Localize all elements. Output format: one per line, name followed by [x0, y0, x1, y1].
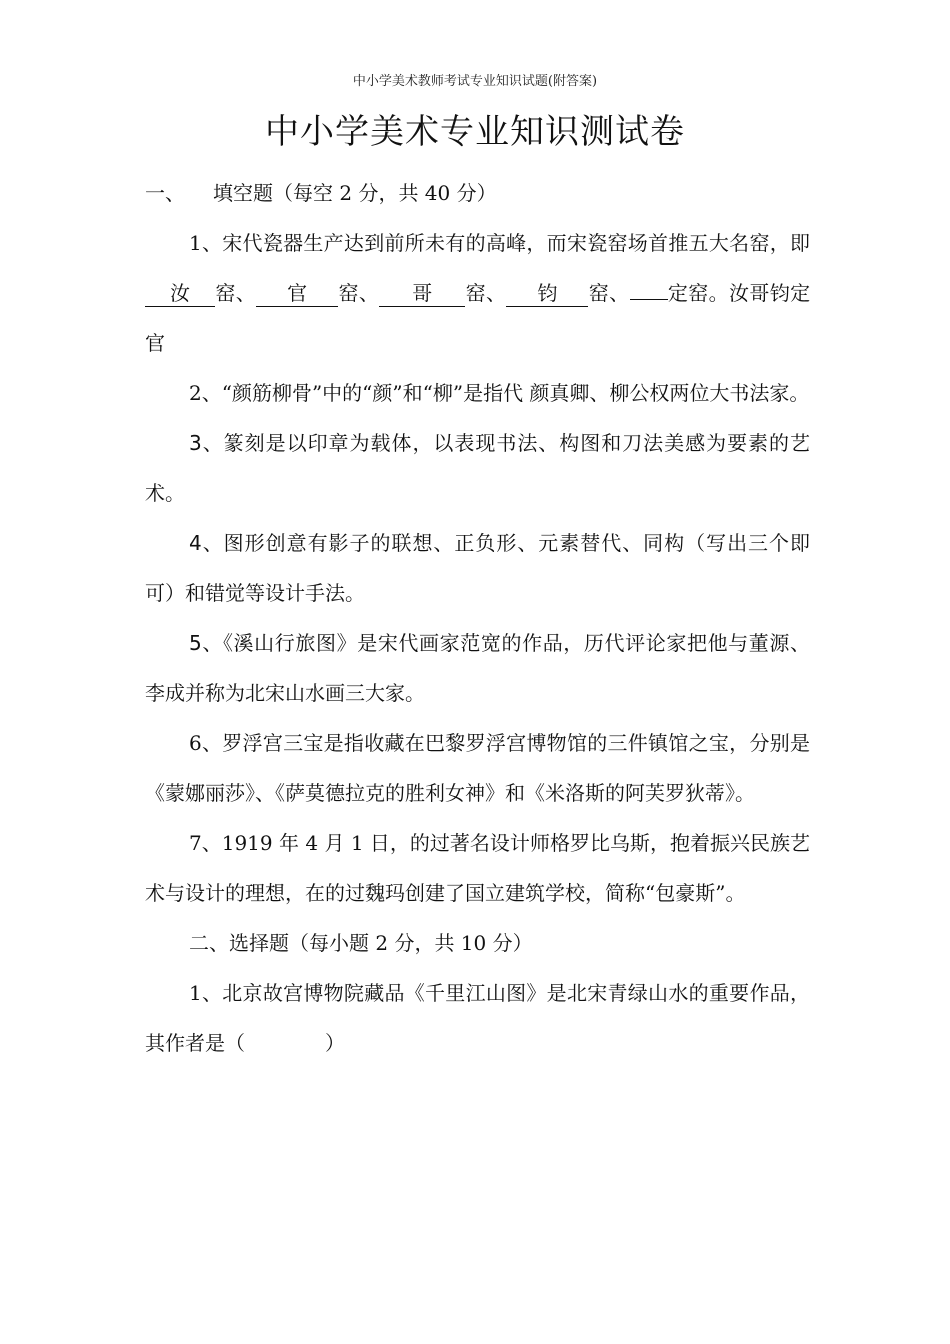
question-3: [145, 418, 810, 518]
question-2: 2、“颜筋柳骨”中的“颜”和“柳”是指代 颜真卿、柳公权两位大书法家。: [189, 381, 810, 405]
kiln-word: 窑: [465, 281, 486, 305]
section-heading-fill-in: [145, 168, 810, 218]
question-6: 6、罗浮宫三宝是指收藏在巴黎罗浮宫博物馆的三件镇馆之宝，分别是《蒙娜丽莎》、《萨莫德拉克的胜利女神》和《米洛斯的阿芙罗狄蒂》。: [145, 731, 810, 805]
question-text: 1、北京故宫博物院藏品《千里江山图》是北宋青绿山水的重要作品，其作者是（: [145, 981, 810, 1055]
question-1-prefix: 1、宋代瓷器生产达到前所未有的高峰，而宋瓷窑场首推五大名窑，即: [189, 231, 810, 255]
question-7: 7、1919 年 4 月 1 日，的过著名设计师格罗比乌斯，抱着振兴民族艺术与设计的理想，在的过魏玛创建了国立建筑学校，简称“包豪斯”。: [145, 831, 810, 905]
answer-text: 定: [667, 281, 689, 305]
answer-blank: 官: [256, 280, 338, 307]
question-text: 、图形创意有影子的联想、正负形、元素替代、同构（写出三个即可）和错觉等设计手法。: [145, 531, 810, 605]
answer-blank-empty: [630, 299, 668, 300]
answer-blank: 汝: [145, 280, 215, 307]
kiln-word: 窑: [215, 281, 236, 305]
question-1-tail: 窑。汝哥钧定官: [145, 281, 811, 355]
close-paren: ）: [325, 1031, 345, 1055]
answer-blank: 哥: [379, 280, 465, 307]
exam-content: [145, 168, 810, 1068]
question-number: 4: [189, 531, 202, 555]
running-header: 中小学美术教师考试专业知识试题(附答案): [352, 74, 598, 89]
section-heading-multiple-choice: 二、选择题（每小题 2 分，共 10 分）: [189, 931, 533, 955]
question-5: [145, 618, 810, 718]
section-title: 填空题（每空 2 分，共 40 分）: [213, 181, 497, 205]
separator: 、: [358, 281, 380, 305]
section-number: 一、: [145, 181, 185, 205]
separator: 、: [486, 281, 507, 305]
question-text: 、篆刻是以印章为载体，以表现书法、构图和刀法美感为要素的艺术。: [145, 431, 810, 505]
kiln-word: 窑: [338, 281, 359, 305]
question-text: 、《溪山行旅图》是宋代画家范宽的作品，历代评论家把他与董源、李成并称为北宋山水画三大家。: [145, 631, 810, 705]
page-title: 中小学美术专业知识测试卷: [265, 112, 685, 152]
separator: 、: [235, 281, 257, 305]
question-4: [145, 518, 810, 618]
choice-question-1: [145, 968, 810, 1068]
question-1: [145, 218, 810, 368]
question-number: 3: [189, 431, 202, 455]
separator: 、: [609, 281, 630, 305]
answer-blank: 钧: [506, 280, 588, 307]
kiln-word: 窑: [588, 281, 610, 305]
question-number: 5: [189, 631, 202, 655]
